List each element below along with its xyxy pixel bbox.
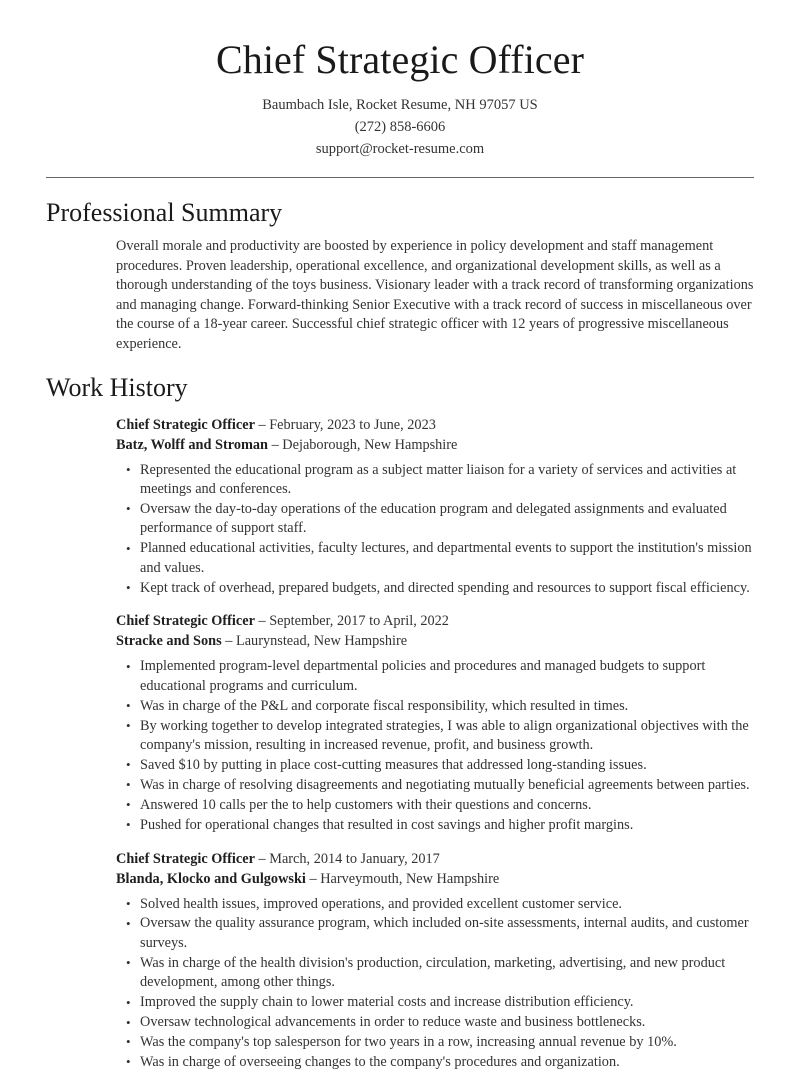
job-company: Blanda, Klocko and Gulgowski [116,870,306,887]
job-company-separator: – [268,436,283,453]
list-item [116,579,754,598]
page-title: Chief Strategic Officer [215,37,585,82]
professional-summary-text: Overall morale and productivity are boosted by experience in policy development and staff management procedures. Proven leadership, operational excellence, and organizational development skills, as well as a thorough understanding of the toys business. Visionary leader with a track record of transforming organizations and managing change. Forward-thinking Senior Executive with a track record of success in miscellaneous over the course of a 18-year career. Successful chief strategic officer with 12 years of progressive miscellaneous experience. [116,238,754,352]
contact-phone: (272) 858-6606 [354,119,446,135]
work-history-body [46,404,754,1072]
job-bullet-text: Was in charge of resolving disagreements and negotiating mutually beneficial agreements between parties. [140,776,750,793]
work-history-entry [116,598,754,835]
list-item [116,914,754,953]
job-bullet-text: Represented the educational program as a subject matter liaison for a variety of services and activities at meetings and conferences. [140,461,737,497]
job-bullet-text: Oversaw technological advancements in order to reduce waste and business bottlenecks. [140,1014,646,1030]
job-dates: March, 2014 to January, 2017 [269,850,440,867]
list-item [116,539,754,578]
job-company-line [116,435,754,455]
section-work-history [0,355,800,1072]
job-company-separator: – [305,870,321,887]
job-bullet-text: Oversaw the day-to-day operations of the education program and delegated assignments and evaluated performance of support staff. [140,500,727,537]
job-location: Harveymouth, New Hampshire [320,870,500,887]
resume-header [0,0,800,160]
job-bullet-text: Was the company's top salesperson for two years in a row, increasing annual revenue by 10%. [140,1033,677,1050]
list-item [116,1033,754,1052]
list-item [116,776,754,795]
professional-summary-body [46,229,754,355]
contact-address: Baumbach Isle, Rocket Resume, NH 97057 US [262,97,538,113]
section-title-professional-summary: Professional Summary [46,198,283,227]
job-dates: September, 2017 to April, 2022 [269,613,449,630]
job-bullet-text: Improved the supply chain to lower material costs and increase distribution efficiency. [140,994,634,1011]
job-title-line [116,849,754,869]
list-item [116,895,754,914]
job-company-separator: – [221,633,236,650]
job-bullet-text: Solved health issues, improved operations, and provided excellent customer service. [140,895,622,912]
job-location: Dejaborough, New Hampshire [282,436,458,453]
job-company-line [116,631,754,651]
job-title-separator: – [254,850,270,867]
job-bullet-list [116,889,754,1072]
list-item [116,697,754,716]
list-item [116,717,754,756]
job-company: Batz, Wolff and Stroman [116,436,268,453]
list-item [116,461,754,500]
section-title-work-history: Work History [46,372,188,402]
list-item [116,657,754,696]
job-title: Chief Strategic Officer [116,850,255,867]
job-bullet-text: Answered 10 calls per the to help customers with their questions and concerns. [140,796,592,813]
job-bullet-list [116,651,754,835]
job-bullet-text: Planned educational activities, faculty lectures, and departmental events to support the institution's mission and values. [140,540,752,576]
job-bullet-text: Was in charge of the P&L and corporate fiscal responsibility, which resulted in times. [140,697,629,714]
job-title-line [116,415,754,435]
job-bullet-text: By working together to develop integrated strategies, I was able to align organizational objectives with the company's mission, resulting in increased revenue, profit, and business growth. [140,717,749,754]
work-history-entry [116,404,754,598]
list-item [116,796,754,815]
job-company: Stracke and Sons [116,633,222,650]
job-bullet-list [116,455,754,598]
job-bullet-text: Implemented program-level departmental policies and procedures and managed budgets to support educational programs and curriculum. [140,658,706,694]
job-bullet-text: Kept track of overhead, prepared budgets, and directed spending and resources to support fiscal efficiency. [140,579,750,596]
list-item [116,756,754,775]
work-history-entry [116,836,754,1072]
section-professional-summary [0,178,800,355]
job-bullet-text: Was in charge of overseeing changes to the company's procedures and organization. [140,1053,620,1070]
job-title-separator: – [254,416,270,433]
job-title-separator: – [254,613,270,630]
job-title: Chief Strategic Officer [116,613,255,630]
job-dates: February, 2023 to June, 2023 [269,416,436,433]
list-item [116,1053,754,1072]
list-item [116,993,754,1012]
job-bullet-text: Was in charge of the health division's production, circulation, marketing, advertising, and new product development, among other things. [140,954,726,991]
job-title-line [116,611,754,631]
contact-block [0,94,800,160]
job-title: Chief Strategic Officer [116,416,255,433]
job-bullet-text: Pushed for operational changes that resulted in cost savings and higher profit margins. [140,816,634,833]
job-bullet-text: Saved $10 by putting in place cost-cutting measures that addressed long-standing issues. [140,756,647,773]
job-bullet-text: Oversaw the quality assurance program, which included on-site assessments, internal audits, and customer surveys. [140,915,749,951]
list-item [116,1013,754,1032]
list-item [116,500,754,539]
job-company-line [116,869,754,889]
list-item [116,954,754,993]
job-location: Laurynstead, New Hampshire [235,633,408,650]
contact-email: support@rocket-resume.com [315,141,485,157]
list-item [116,816,754,835]
